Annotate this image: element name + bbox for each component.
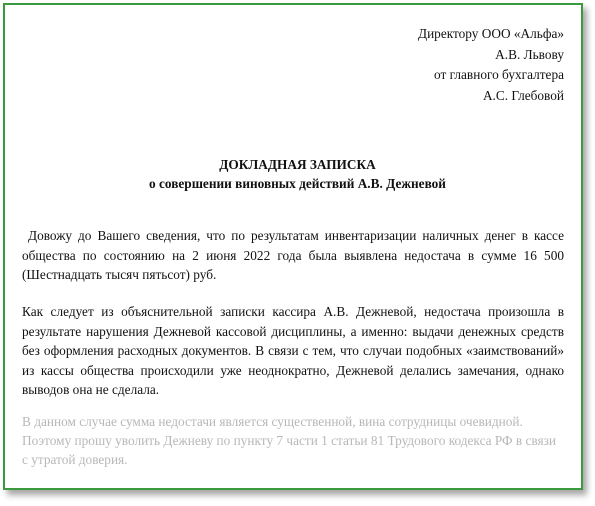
title-block: [0, 156, 595, 193]
body-paragraph-1: Довожу до Вашего сведения, что по результатам инвентаризации наличных денег в кассе общества по состоянию на 2 июня 2022 года была выявлена недостача в сумме 16 500 (Шестнадцать тысяч пятьсот) руб.: [22, 228, 568, 282]
addressee-line-author: А.С. Глебовой: [482, 87, 564, 103]
document-subtitle: о совершении виновных действий А.В. Дежневой: [149, 175, 446, 191]
addressee-line-from: от главного бухгалтера: [434, 67, 564, 82]
addressee-line-director: Директору ООО «Альфа»: [418, 26, 564, 41]
addressee-line-name: А.В. Львову: [495, 46, 564, 62]
document-title: ДОКЛАДНАЯ ЗАПИСКА: [219, 157, 376, 172]
addressee-block: [418, 24, 564, 106]
body-paragraph-2: Как следует из объяснительной записки кассира А.В. Дежневой, недостача произошла в результате нарушения Дежневой кассовой дисциплины, а именно: выдачи денежных средств без оформления расходных документов. В связи с тем, что случаи подобных «заимствований» из кассы общества происходили уже неоднократно, Дежневой делались замечания, однако выводов она не сделала.: [22, 304, 564, 397]
body-paragraph-3-faded: В данном случае сумма недостачи является существенной, вина сотрудницы очевидной. Поэтому прошу уволить Дежневу по пункту 7 части 1 статьи 81 Трудового кодекса РФ в связи с утратой доверия.: [22, 414, 556, 467]
